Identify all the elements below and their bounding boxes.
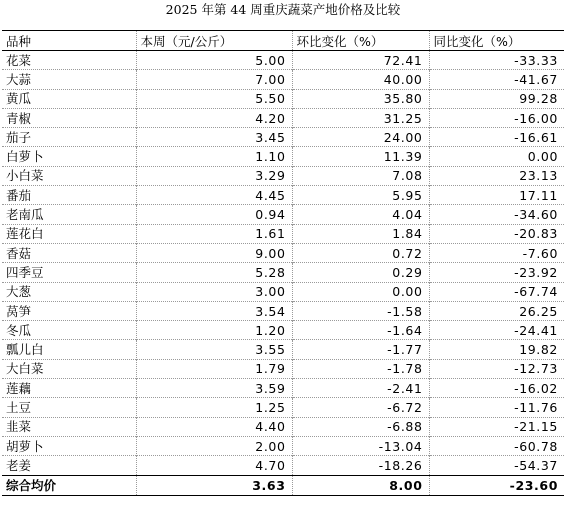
cell-variety: 小白菜 bbox=[2, 166, 136, 185]
cell-year-change: -33.33 bbox=[429, 51, 564, 70]
cell-variety: 青椒 bbox=[2, 108, 136, 127]
table-row bbox=[2, 340, 564, 359]
cell-variety: 大葱 bbox=[2, 282, 136, 301]
cell-variety: 番茄 bbox=[2, 186, 136, 205]
cell-year-change: -34.60 bbox=[429, 205, 564, 224]
cell-price: 3.29 bbox=[136, 166, 292, 185]
table-row bbox=[2, 436, 564, 455]
table-row bbox=[2, 417, 564, 436]
header-price-this-week: 本周（元/公斤） bbox=[136, 31, 292, 51]
cell-year-change: -67.74 bbox=[429, 282, 564, 301]
cell-price: 1.20 bbox=[136, 321, 292, 340]
cell-year-change: 0.00 bbox=[429, 147, 564, 166]
cell-price: 7.00 bbox=[136, 70, 292, 89]
table-row bbox=[2, 359, 564, 378]
cell-year-change: -60.78 bbox=[429, 436, 564, 455]
table-row bbox=[2, 321, 564, 340]
cell-week-change: -1.78 bbox=[292, 359, 429, 378]
cell-price: 4.70 bbox=[136, 456, 292, 475]
table-row bbox=[2, 147, 564, 166]
cell-variety: 白萝卜 bbox=[2, 147, 136, 166]
cell-price: 3.54 bbox=[136, 301, 292, 320]
table-title: 2025 年第 44 周重庆蔬菜产地价格及比较 bbox=[165, 2, 401, 17]
cell-year-change: -16.61 bbox=[429, 128, 564, 147]
table-row bbox=[2, 205, 564, 224]
cell-variety: 黄瓜 bbox=[2, 89, 136, 108]
summary-row bbox=[2, 475, 564, 495]
table-row bbox=[2, 301, 564, 320]
cell-price: 3.45 bbox=[136, 128, 292, 147]
table-row bbox=[2, 51, 564, 70]
cell-year-change: -16.02 bbox=[429, 379, 564, 398]
cell-price: 1.25 bbox=[136, 398, 292, 417]
cell-price: 4.40 bbox=[136, 417, 292, 436]
cell-year-change: -16.00 bbox=[429, 108, 564, 127]
cell-week-change: -18.26 bbox=[292, 456, 429, 475]
cell-variety: 香菇 bbox=[2, 243, 136, 262]
table-row bbox=[2, 166, 564, 185]
summary-year-change: -23.60 bbox=[429, 475, 564, 495]
cell-week-change: -2.41 bbox=[292, 379, 429, 398]
cell-price: 5.00 bbox=[136, 51, 292, 70]
header-week-on-week-change: 环比变化（%） bbox=[292, 31, 429, 51]
cell-week-change: -1.58 bbox=[292, 301, 429, 320]
cell-price: 3.55 bbox=[136, 340, 292, 359]
table-row bbox=[2, 70, 564, 89]
cell-variety: 瓢儿白 bbox=[2, 340, 136, 359]
cell-price: 0.94 bbox=[136, 205, 292, 224]
table-row bbox=[2, 263, 564, 282]
table-header bbox=[2, 31, 564, 51]
cell-variety: 莲藕 bbox=[2, 379, 136, 398]
cell-price: 1.79 bbox=[136, 359, 292, 378]
header-row bbox=[2, 31, 564, 51]
table-row bbox=[2, 456, 564, 475]
cell-price: 1.10 bbox=[136, 147, 292, 166]
cell-year-change: 23.13 bbox=[429, 166, 564, 185]
summary-label: 综合均价 bbox=[6, 477, 57, 493]
table-row bbox=[2, 89, 564, 108]
cell-week-change: 5.95 bbox=[292, 186, 429, 205]
table-row bbox=[2, 398, 564, 417]
cell-week-change: 1.84 bbox=[292, 224, 429, 243]
cell-week-change: -1.77 bbox=[292, 340, 429, 359]
cell-variety: 老南瓜 bbox=[2, 205, 136, 224]
cell-week-change: 35.80 bbox=[292, 89, 429, 108]
cell-variety: 大蒜 bbox=[2, 70, 136, 89]
cell-week-change: 11.39 bbox=[292, 147, 429, 166]
table-footer bbox=[2, 475, 564, 495]
cell-variety: 茄子 bbox=[2, 128, 136, 147]
cell-price: 2.00 bbox=[136, 436, 292, 455]
cell-price: 3.00 bbox=[136, 282, 292, 301]
cell-variety: 土豆 bbox=[2, 398, 136, 417]
cell-price: 1.61 bbox=[136, 224, 292, 243]
table-row bbox=[2, 379, 564, 398]
cell-year-change: 99.28 bbox=[429, 89, 564, 108]
cell-variety: 莲花白 bbox=[2, 224, 136, 243]
cell-year-change: -54.37 bbox=[429, 456, 564, 475]
cell-variety: 冬瓜 bbox=[2, 321, 136, 340]
cell-year-change: -20.83 bbox=[429, 224, 564, 243]
cell-week-change: -6.72 bbox=[292, 398, 429, 417]
cell-year-change: 17.11 bbox=[429, 186, 564, 205]
table-row bbox=[2, 108, 564, 127]
cell-variety: 老姜 bbox=[2, 456, 136, 475]
cell-price: 4.45 bbox=[136, 186, 292, 205]
cell-year-change: -12.73 bbox=[429, 359, 564, 378]
table-row bbox=[2, 224, 564, 243]
cell-price: 9.00 bbox=[136, 243, 292, 262]
cell-week-change: -1.64 bbox=[292, 321, 429, 340]
summary-week-change: 8.00 bbox=[292, 475, 429, 495]
cell-year-change: -7.60 bbox=[429, 243, 564, 262]
cell-price: 5.28 bbox=[136, 263, 292, 282]
summary-price: 3.63 bbox=[136, 475, 292, 495]
cell-week-change: 7.08 bbox=[292, 166, 429, 185]
table-row bbox=[2, 186, 564, 205]
header-year-on-year-change: 同比变化（%） bbox=[429, 31, 564, 51]
cell-variety: 大白菜 bbox=[2, 359, 136, 378]
cell-year-change: -24.41 bbox=[429, 321, 564, 340]
cell-year-change: 26.25 bbox=[429, 301, 564, 320]
cell-year-change: -23.92 bbox=[429, 263, 564, 282]
cell-week-change: 0.29 bbox=[292, 263, 429, 282]
cell-year-change: -21.15 bbox=[429, 417, 564, 436]
cell-week-change: 31.25 bbox=[292, 108, 429, 127]
cell-price: 3.59 bbox=[136, 379, 292, 398]
cell-year-change: -41.67 bbox=[429, 70, 564, 89]
cell-week-change: 24.00 bbox=[292, 128, 429, 147]
cell-variety: 花菜 bbox=[6, 52, 32, 68]
cell-variety: 莴笋 bbox=[2, 301, 136, 320]
table-row bbox=[2, 243, 564, 262]
table-body bbox=[2, 51, 564, 476]
cell-week-change: 72.41 bbox=[292, 51, 429, 70]
cell-week-change: -6.88 bbox=[292, 417, 429, 436]
cell-variety: 胡萝卜 bbox=[2, 436, 136, 455]
cell-week-change: 40.00 bbox=[292, 70, 429, 89]
cell-week-change: 0.72 bbox=[292, 243, 429, 262]
price-table bbox=[2, 30, 564, 496]
cell-year-change: -11.76 bbox=[429, 398, 564, 417]
cell-week-change: 0.00 bbox=[292, 282, 429, 301]
cell-year-change: 19.82 bbox=[429, 340, 564, 359]
header-variety: 品种 bbox=[6, 33, 32, 49]
table-row bbox=[2, 282, 564, 301]
cell-price: 5.50 bbox=[136, 89, 292, 108]
table-row bbox=[2, 128, 564, 147]
cell-price: 4.20 bbox=[136, 108, 292, 127]
cell-variety: 四季豆 bbox=[2, 263, 136, 282]
cell-week-change: -13.04 bbox=[292, 436, 429, 455]
cell-variety: 韭菜 bbox=[2, 417, 136, 436]
cell-week-change: 4.04 bbox=[292, 205, 429, 224]
